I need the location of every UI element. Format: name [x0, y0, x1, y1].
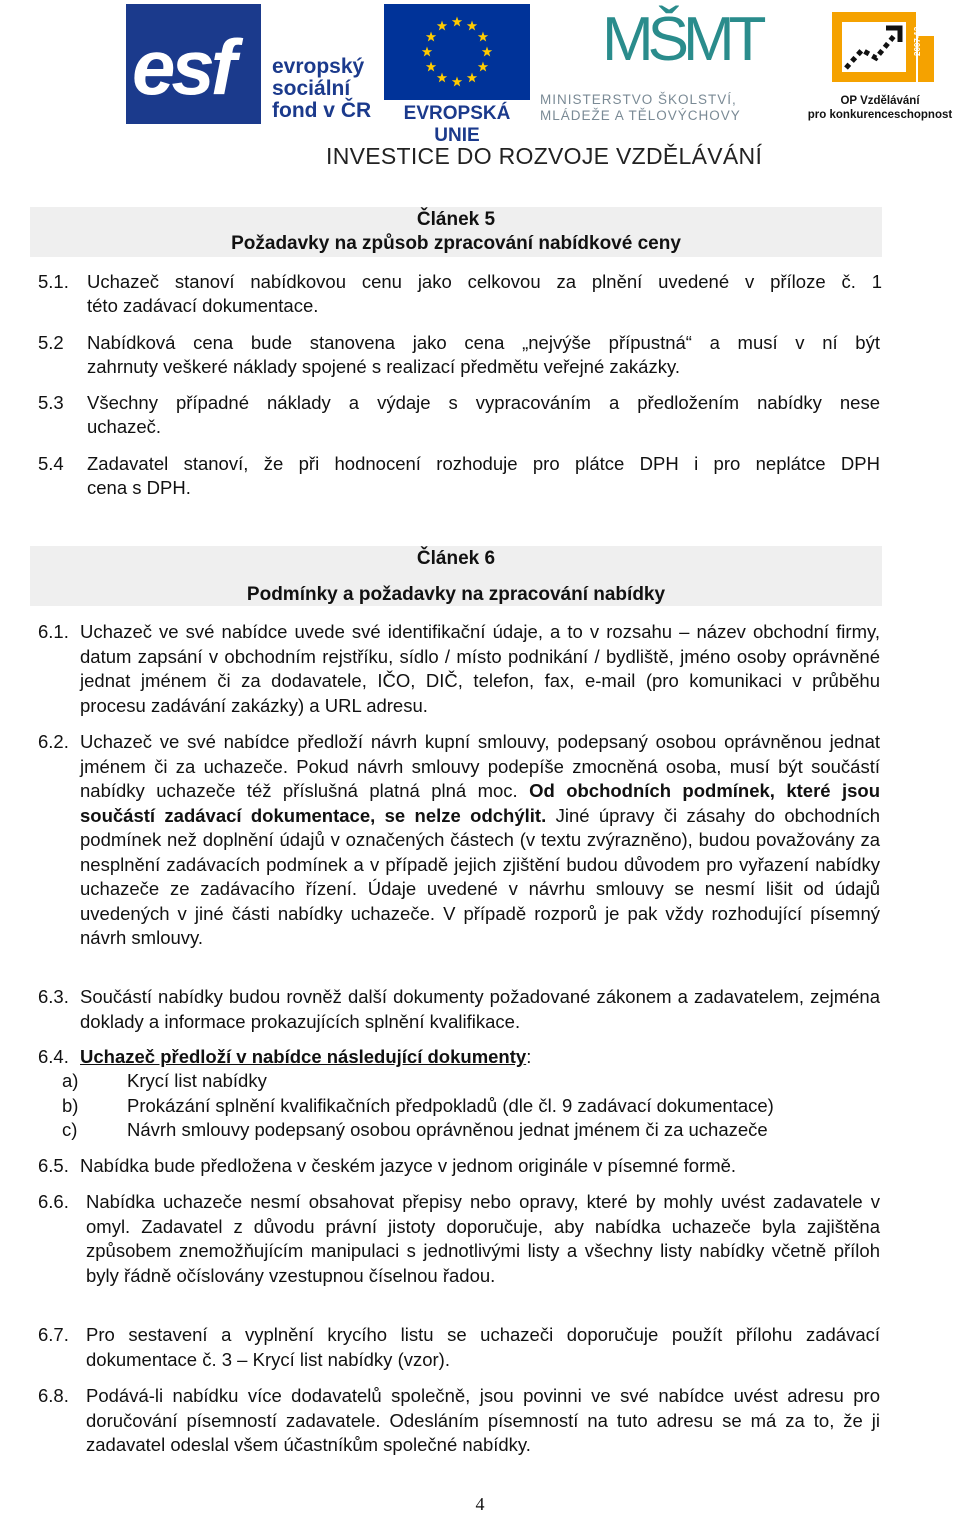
item-6-2-number: 6.2.: [38, 731, 69, 752]
list-item-a-letter: a): [62, 1070, 79, 1091]
article6-title: Podmínky a požadavky na zpracování nabídky: [246, 584, 666, 605]
item-6-7-text: Pro sestavení a vyplnění krycího listu se uchazeči doporučuje použít přílohu zadávací dokumentace č. 3 – Krycí list nabídky (vzor).: [86, 1324, 880, 1370]
op-logo-line2: pro konkurenceschopnost: [807, 109, 953, 121]
item-6-4-text: [80, 1045, 880, 1070]
item-6-3-number: 6.3.: [38, 986, 69, 1007]
esf-logo-line1: evropský: [272, 55, 365, 78]
item-5-2-line1: Nabídková cena bude stanovena jako cena „nejvýše přípustná“ a musí v ní být: [87, 332, 880, 353]
page-number: 4: [475, 1494, 485, 1514]
item-6-4-text-tail: :: [526, 1046, 532, 1067]
item-5-3-line1: Všechny případné náklady a výdaje s vypracováním a předložením nabídky nese: [87, 392, 880, 413]
article5-heading: Článek 5: [416, 209, 496, 230]
item-5-2-number: 5.2: [38, 332, 64, 353]
msmt-logo-line2: MLÁDEŽE A TĚLOVÝCHOVY: [540, 108, 741, 123]
item-5-4-line2: cena s DPH.: [87, 477, 191, 498]
item-5-4-line1: Zadavatel stanoví, že při hodnocení rozhoduje pro plátce DPH i pro neplátce DPH: [87, 453, 880, 474]
eu-logo-caption: EVROPSKÁ UNIE: [403, 103, 511, 146]
esf-logo-line2: sociální: [272, 77, 351, 100]
item-5-1-line2: této zadávací dokumentace.: [87, 295, 319, 316]
item-5-1-line1: Uchazeč stanoví nabídkovou cenu jako celkovou za plnění uvedené v příloze č. 1: [87, 271, 882, 292]
item-5-1-number: 5.1.: [38, 271, 69, 292]
msmt-logo-letters: MŠMT: [602, 5, 761, 74]
eu-flag: [384, 4, 530, 100]
msmt-logo-text: [540, 92, 741, 124]
list-item-b-text: Prokázání splnění kvalifikačních předpokladů (dle čl. 9 zadávací dokumentace): [127, 1095, 774, 1116]
article5-title: Požadavky na způsob zpracování nabídkové ceny: [231, 233, 681, 254]
item-6-4-text-underlined: Uchazeč předloží v nabídce následující dokumenty: [80, 1046, 527, 1067]
eu-logo: [384, 4, 530, 146]
item-5-2-line2: zahrnuty veškeré náklady spojené s realizací předmětu veřejné zakázky.: [87, 356, 680, 377]
item-5-3-number: 5.3: [38, 392, 64, 413]
item-6-1-text: Uchazeč ve své nabídce uvede své identifikační údaje, a to v rozsahu – název obchodní firmy, datum zapsání v obchodním rejstříku, sídlo / místo podnikání / bydliště, jméno osoby oprávněné jednat jménem či za dodavatele, IČO, DIČ, telefon, fax, e-mail (pro komunikaci v průběhu procesu zadávání zakázky) a URL adresu.: [80, 621, 880, 716]
item-6-2-text-bold: Od obchodních podmínek, které jsou součástí zadávací dokumentace, se nelze odchýlit.: [80, 780, 881, 826]
item-6-4-number: 6.4.: [38, 1046, 69, 1067]
item-6-5-text: Nabídka bude předložena v českém jazyce v jednom originále v písemné formě.: [80, 1155, 737, 1176]
op-logo-text: [800, 94, 960, 122]
item-6-7-number: 6.7.: [38, 1324, 69, 1345]
article6-heading: Článek 6: [416, 548, 496, 569]
esf-logo-line3: fond v ČR: [272, 99, 372, 122]
header-slogan: INVESTICE DO ROZVOJE VZDĚLÁVÁNÍ: [326, 143, 763, 169]
list-item-c-text: Návrh smlouvy podepsaný osobou oprávněnou jednat jménem či za uchazeče: [127, 1119, 768, 1140]
list-item-b-letter: b): [62, 1095, 79, 1116]
list-item-c-letter: c): [62, 1119, 78, 1140]
msmt-logo: [540, 4, 790, 124]
list-item-a-text: Krycí list nabídky: [127, 1070, 267, 1091]
item-6-8-number: 6.8.: [38, 1385, 69, 1406]
item-6-1-number: 6.1.: [38, 621, 69, 642]
item-6-2-text: [80, 730, 880, 951]
item-5-3-line2: uchazeč.: [87, 416, 162, 437]
op-logo-years: 2007-13: [913, 26, 922, 56]
item-6-5-number: 6.5.: [38, 1155, 69, 1176]
item-6-2-text-a: Uchazeč ve své nabídce předloží návrh kupní smlouvy, podepsaný osobou oprávněnou jednat jménem či za uchazeče. Pokud návrh smlouvy podepíše zmocněná osoba, musí být součástí nabídky uchazeče též příslušná platná plná moc.: [80, 731, 880, 801]
esf-logo: [126, 4, 376, 124]
item-6-6-number: 6.6.: [38, 1191, 69, 1212]
item-6-2-text-b: Jiné úpravy či zásahy do obchodních podmínek než doplnění údajů v označených částech (v textu zvýrazněno), budou považovány za nesplnění zadávacích podmínek a v případě jejich zjištění budou důvodem pro vyřazení nabídky uchazeče ze zadávacího řízení. Údaje uvedené v návrhu smlouvy se nesmí lišit od údajů uvedených v jiné části nabídky uchazeče. V případě rozporů je pak vždy rozhodující písemný návrh smlouvy.: [80, 804, 881, 948]
op-logo: [800, 6, 960, 126]
esf-logo-text: [272, 56, 371, 122]
item-5-4-number: 5.4: [38, 453, 64, 474]
item-6-8-text: Podává-li nabídku více dodavatelů společně, jsou povinni ve své nabídce uvést adresu pro doručování písemností zadavatele. Odesláním písemností na tuto adresu se má za to, že ji zadavatel odeslal všem účastníkům společné nabídky.: [86, 1385, 880, 1455]
esf-logo-letters: esf: [132, 23, 233, 111]
op-logo-line1: OP Vzdělávání: [840, 95, 920, 107]
item-6-3-text: Součástí nabídky budou rovněž další dokumenty požadované zákonem a zadavatelem, zejména doklady a informace prokazujících splnění kvalifikace.: [80, 986, 880, 1032]
item-6-6-text: Nabídka uchazeče nesmí obsahovat přepisy nebo opravy, které by mohly uvést zadavatele v omyl. Zadavatel z důvodu právní jistoty doporučuje, aby nabídka uchazeče byla zajištěna způsobem znemožňujícím manipulaci s jednotlivými listy a všechny listy nabídky včetně příloh byly řádně očíslovány vzestupnou číselnou řadou.: [86, 1191, 880, 1286]
msmt-logo-line1: MINISTERSTVO ŠKOLSTVÍ,: [540, 92, 737, 107]
